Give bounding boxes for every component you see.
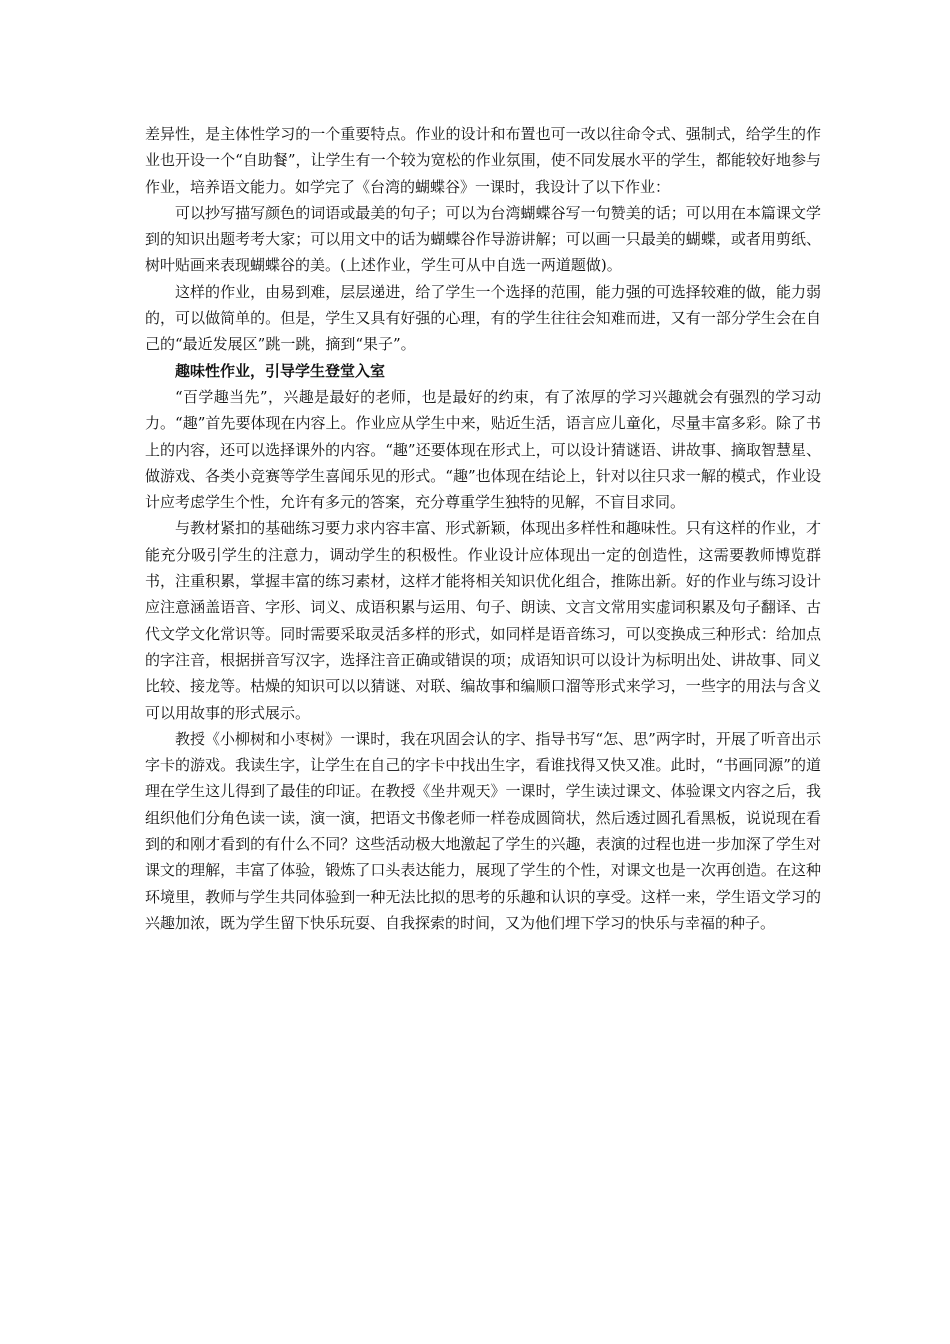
document-page [145,121,821,936]
paragraph-basic-practice: 与教材紧扣的基础练习要力求内容丰富、形式新颖，体现出多样性和趣味性。只有这样的作业，才能充分吸引学生的注意力，调动学生的积极性。作业设计应体现出一定的创造性，这需要教师博览群书，注重积累，掌握丰富的练习素材，这样才能将相关知识优化组合，推陈出新。好的作业与练习设计应注意涵盖语音、字形、词义、成语积累与运用、句子、朗读、文言文常用实虚词积累及句子翻译、古代文学文化常识等。同时需要采取灵活多样的形式，如同样是语音练习，可以变换成三种形式：给加点的字注音，根据拼音写汉字，选择注音正确或错误的项；成语知识可以设计为标明出处、讲故事、同义比较、接龙等。枯燥的知识可以以猜谜、对联、编故事和编顺口溜等形式来学习，一些字的用法与含义可以用故事的形式展示。 [145,519,821,722]
paragraph-continuation: 差异性，是主体性学习的一个重要特点。作业的设计和布置也可一改以往命令式、强制式，给学生的作业也开设一个“自助餐”，让学生有一个较为宽松的作业氛围，使不同发展水平的学生，都能较好地参与作业，培养语文能力。如学完了《台湾的蝴蝶谷》一课时，我设计了以下作业： [145,125,821,196]
paragraph-teaching-example: 教授《小柳树和小枣树》一课时，我在巩固会认的字、指导书写“怎、思”两字时，开展了听音出示字卡的游戏。我读生字，让学生在自己的字卡中找出生字，看谁找得又快又准。此时，“书画同源”的道理在学生这儿得到了最佳的印证。在教授《坐井观天》一课时，学生读过课文、体验课文内容之后，我组织他们分角色读一读，演一演，把语文书像老师一样卷成圆筒状，然后透过圆孔看黑板，说说现在看到的和刚才看到的有什么不同？这些活动极大地激起了学生的兴趣，表演的过程也进一步加深了学生对课文的理解，丰富了体验，锻炼了口头表达能力，展现了学生的个性，对课文也是一次再创造。在这种环境里，教师与学生共同体验到一种无法比拟的思考的乐趣和认识的享受。这样一来，学生语文学习的兴趣加浓，既为学生留下快乐玩耍、自我探索的时间，又为他们埋下学习的快乐与幸福的种子。 [145,729,821,932]
paragraph-homework-options: 可以抄写描写颜色的词语或最美的句子；可以为台湾蝴蝶谷写一句赞美的话；可以用在本篇课文学到的知识出题考考大家；可以用文中的话为蝴蝶谷作导游讲解；可以画一只最美的蝴蝶，或者用剪纸、树叶贴画来表现蝴蝶谷的美。(上述作业，学生可从中自选一两道题做)。 [145,203,821,275]
section-heading: 趣味性作业，引导学生登堂入室 [175,361,386,380]
paragraph-interest: “百学趣当先”，兴趣是最好的老师，也是最好的约束，有了浓厚的学习兴趣就会有强烈的学习动力。“趣”首先要体现在内容上。作业应从学生中来，贴近生活，语言应儿童化，尽量丰富多彩。除了书上的内容，还可以选择课外的内容。“趣”还要体现在形式上，可以设计猜谜语、讲故事、摘取智慧星、做游戏、各类小竞赛等学生喜闻乐见的形式。“趣”也体现在结论上，针对以往只求一解的模式，作业设计应考虑学生个性，允许有多元的答案，充分尊重学生独特的见解，不盲目求同。 [145,387,821,512]
paragraph-homework-effect: 这样的作业，由易到难，层层递进，给了学生一个选择的范围，能力强的可选择较难的做，能力弱的，可以做简单的。但是，学生又具有好强的心理，有的学生往往会知难而进，又有一部分学生会在自己的“最近发展区”跳一跳，摘到“果子”。 [145,282,821,354]
